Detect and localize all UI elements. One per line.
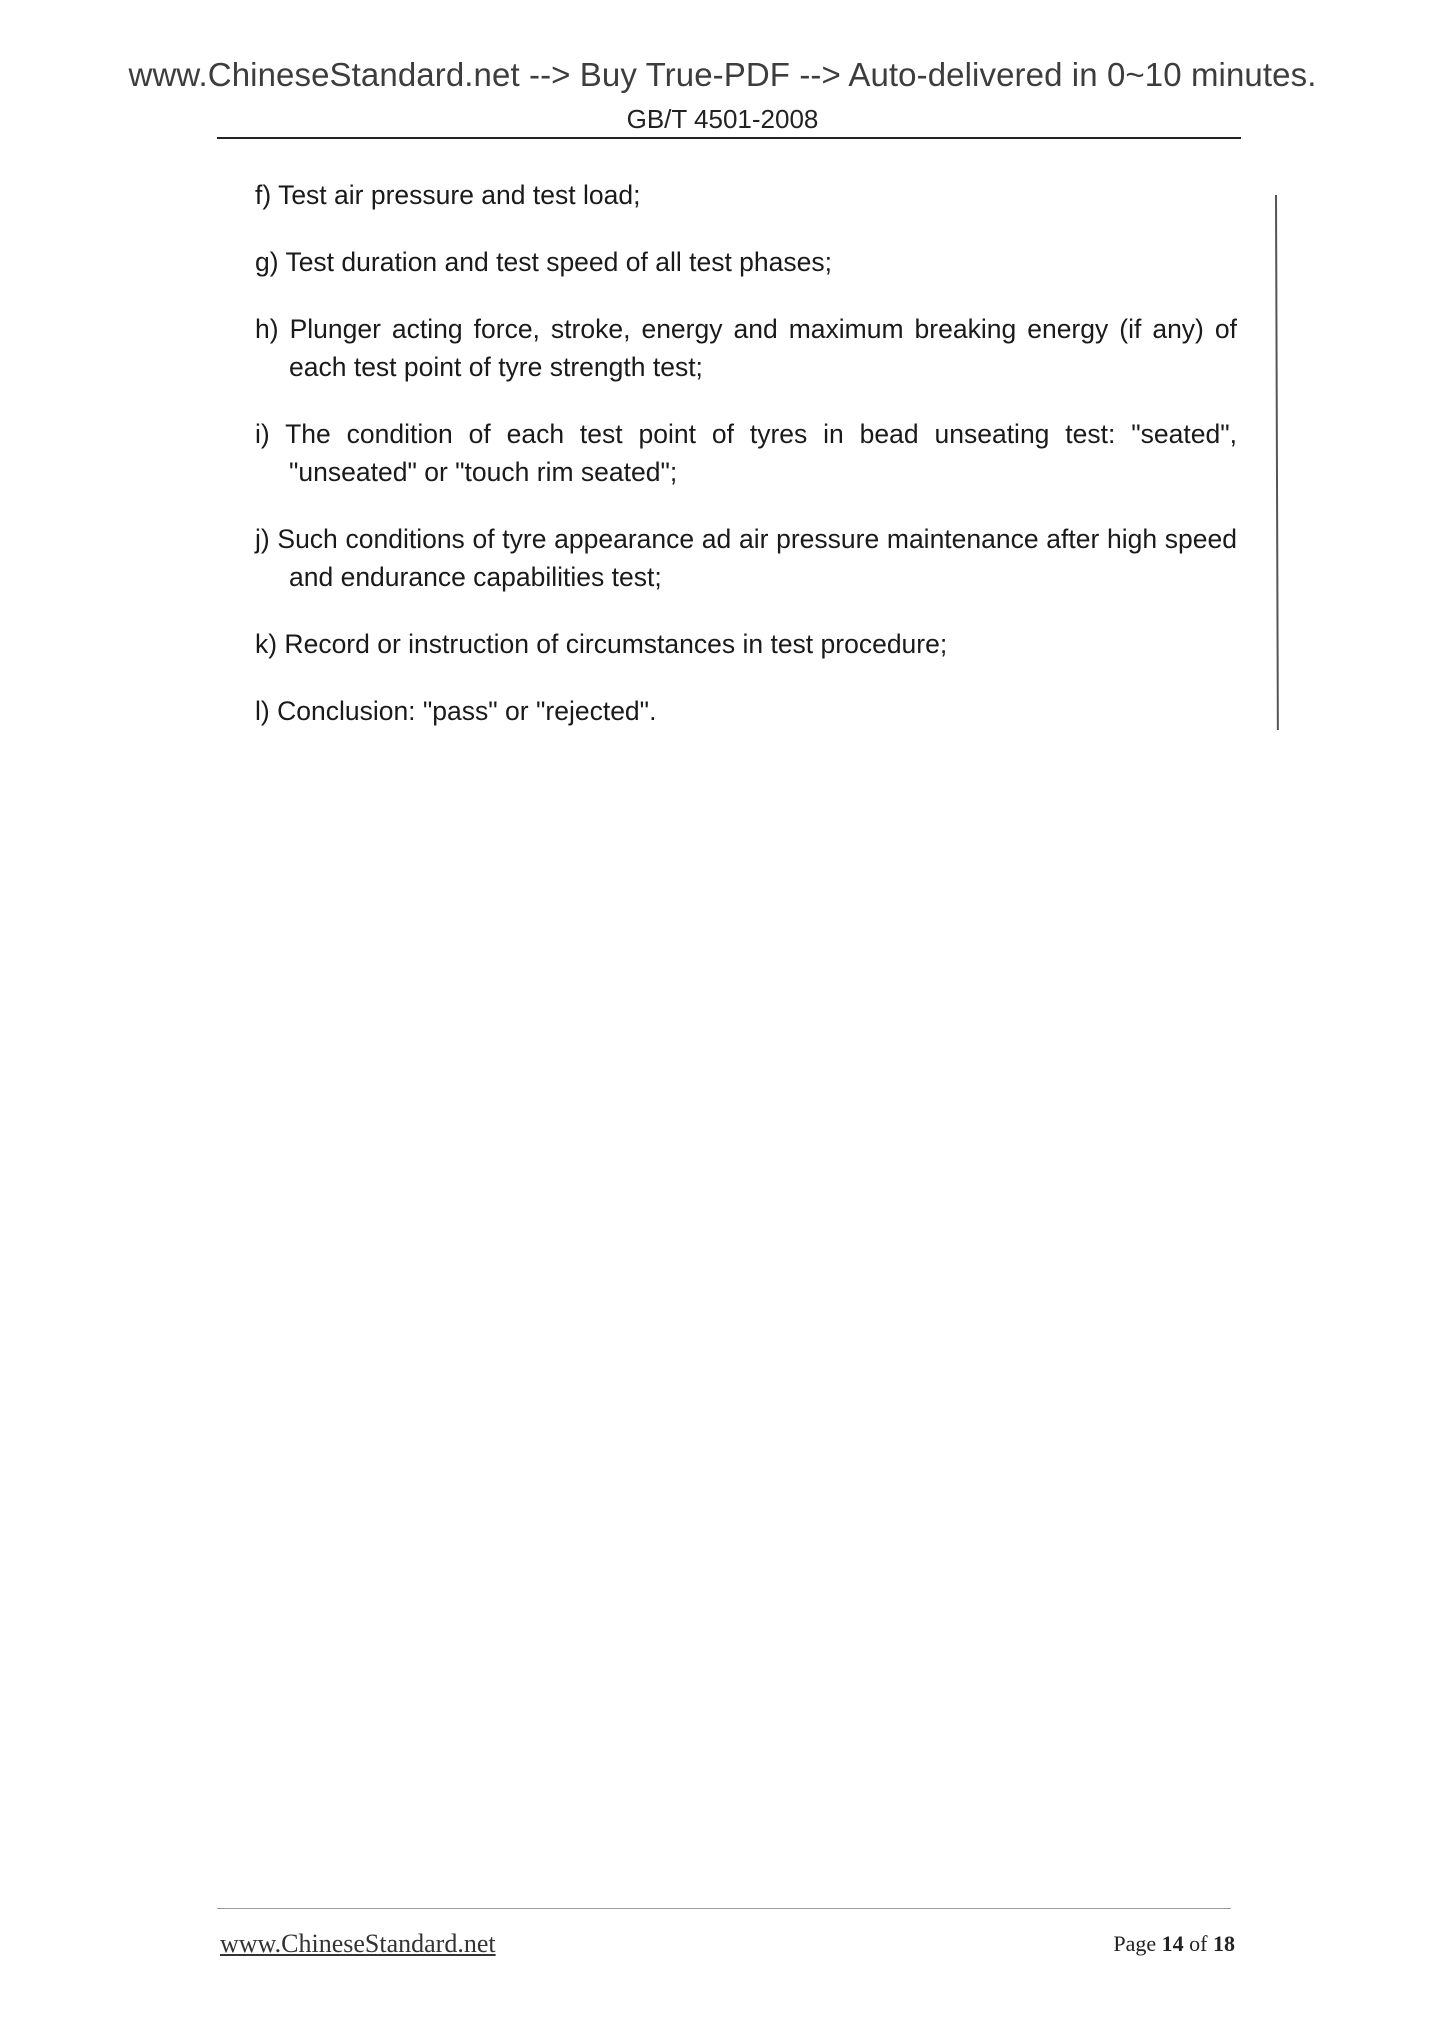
page-word: Page [1113, 1931, 1157, 1956]
list-item-f: f) Test air pressure and test load; [255, 180, 641, 210]
header-divider [217, 137, 1241, 139]
footer-site-link[interactable]: www.ChineseStandard.net [220, 1929, 496, 1958]
list-item-k: k) Record or instruction of circumstances in test procedure; [255, 629, 948, 659]
page-current: 14 [1161, 1931, 1184, 1956]
page-indicator [1113, 1931, 1235, 1957]
document-body [255, 176, 1237, 759]
standard-code: GB/T 4501-2008 [626, 104, 819, 134]
list-item-g: g) Test duration and test speed of all test phases; [255, 247, 832, 277]
list-item-j: j) Such conditions of tyre appearance ad air pressure maintenance after high speed and endurance capabilities test; [255, 524, 1237, 592]
of-word: of [1189, 1931, 1208, 1956]
list-item-i: i) The condition of each test point of tyres in bead unseating test: "seated", "unseated" or "touch rim seated"; [255, 419, 1237, 487]
page-total: 18 [1213, 1931, 1235, 1956]
revision-bar [1275, 195, 1279, 730]
list-item-h: h) Plunger acting force, stroke, energy and maximum breaking energy (if any) of each test point of tyre strength test; [255, 314, 1237, 382]
footer-divider [217, 1908, 1231, 1909]
header-banner[interactable]: www.ChineseStandard.net --> Buy True-PDF --> Auto-delivered in 0~10 minutes. [128, 56, 1317, 93]
list-item-l: l) Conclusion: "pass" or "rejected". [255, 696, 657, 726]
